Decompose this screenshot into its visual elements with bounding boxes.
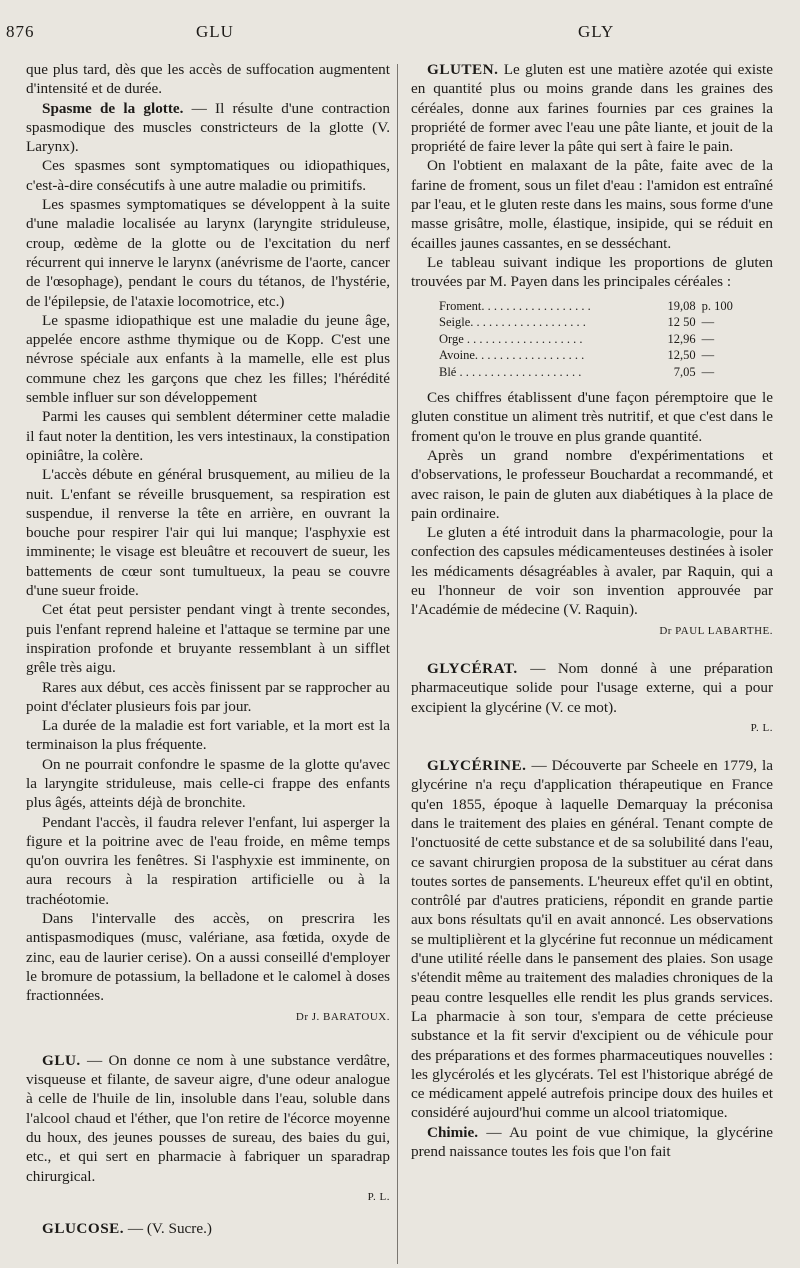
glycerine-entry xyxy=(411,756,773,1123)
paragraph: Le gluten a été introduit dans la pharmacologie, pour la confection des capsules médicamenteuses destinées à isoler les médicaments désagréables à avaler, par Raquin, qui a eu l'honneur de voir son invention approuvée par l'Académie de médecine (V. Raquin). xyxy=(411,524,773,619)
table-row xyxy=(439,347,749,364)
gluten-value: 12 50 xyxy=(667,315,696,330)
glycerat-entry xyxy=(411,659,773,717)
paragraph: On l'obtient en malaxant de la pâte, faite avec de la farine de froment, sous un filet d'eau : l'amidon est entraîné par l'eau, et le gluten reste dans les mains, sous forme d'une masse grisâtre, molle, élastique, insipide, qui se réduit en écailles jaunes cassantes, en se desséchant. xyxy=(411,157,773,252)
gluten-entry xyxy=(411,60,773,156)
subentry-body: — Au point de vue chimique, la glycérine prend naissance toutes les fois que l'on fait xyxy=(411,1123,773,1161)
gluten-table xyxy=(439,298,749,381)
unit: — xyxy=(701,364,715,379)
table-row xyxy=(439,298,749,315)
chimie-paragraph xyxy=(411,1123,773,1162)
unit: p. 100 xyxy=(701,298,733,313)
author-signature: P. L. xyxy=(367,1190,390,1203)
cereal-name: Froment. . . . . . . . . . . . . . . . . . xyxy=(439,298,591,313)
subentry-title: Spasme de la glotte. xyxy=(42,99,184,117)
paragraph: La durée de la maladie est fort variable, et la mort est la terminaison la plus fréquente. xyxy=(26,717,390,754)
paragraph: Parmi les causes qui semblent déterminer cette maladie il faut noter la dentition, les vers intestinaux, la constipation opiniâtre, la colère. xyxy=(26,408,390,464)
entry-body: Le gluten est une matière azotée qui existe en quantité plus ou moins grande dans les graines des céréales, donne aux farines fournies par ces graines la propriété de former avec l'eau une pâte liante, et jouit de la propriété de faire lever la pâte qui sert à faire le pain. xyxy=(411,61,773,156)
subentry-body: — Il résulte d'une contraction spasmodique des muscles constricteurs de la glotte (V. Larynx). xyxy=(26,99,390,156)
cereal-name: Blé . . . . . . . . . . . . . . . . . . . . xyxy=(439,364,582,379)
author-signature: Dr PAUL LABARTHE. xyxy=(659,624,773,637)
right-column xyxy=(411,60,773,1161)
paragraph: Dans l'intervalle des accès, on prescrira les antispasmodiques (musc, valériane, asa fœtida, oxyde de zinc, eau de laurier cerise). On a aussi conseillé d'employer le bromure de potassium, la belladone et le calomel à doses fractionnées. xyxy=(26,910,390,1005)
author-signature: Dr J. BARATOUX. xyxy=(295,1010,390,1023)
entry-title: GLUCOSE. xyxy=(42,1220,125,1238)
table-row xyxy=(439,314,749,331)
page-number: 876 xyxy=(6,22,35,41)
entry-body: — On donne ce nom à une substance verdâtre, visqueuse et filante, de saveur aigre, d'une odeur analogue à celle de l'huile de lin, insoluble dans l'eau, soluble dans l'alcool chaud et l'éther, que l'on retire de l'écorce moyenne du houx, des jeunes pousses de sureau, des baies du gui, etc., et qui sert en pharmacie à fabriquer un sparadrap chirurgical. xyxy=(26,1051,390,1185)
paragraph: Rares aux début, ces accès finissent par se rapprocher au point d'éclater plusieurs fois par jour. xyxy=(26,678,390,715)
paragraph: Le tableau suivant indique les proportions de gluten trouvées par M. Payen dans les principales céréales : xyxy=(411,253,773,291)
entry-title: GLUTEN. xyxy=(427,61,499,78)
glu-entry xyxy=(26,1051,390,1186)
cereal-name: Orge . . . . . . . . . . . . . . . . . . . xyxy=(439,331,583,346)
entry-title: GLYCÉRINE. xyxy=(427,757,527,775)
subentry-title: Chimie. xyxy=(427,1123,479,1141)
running-head-right: GLY xyxy=(578,22,615,41)
entry-title: GLYCÉRAT. xyxy=(427,659,518,677)
paragraph: Les spasmes symptomatiques se développent à la suite d'une maladie localisée au larynx (laryngite striduleuse, croup, œdème de la glotte ou de l'excitation du nerf récurrent qui innerve le larynx (anévrisme de l'aorte, cancer de l'œsophage), pendant le cours du tétanos, de l'hystérie, de l'épilepsie, de l'ataxie locomotrice, etc.) xyxy=(26,196,390,310)
glucose-entry xyxy=(26,1219,390,1238)
entry-title: GLU. xyxy=(42,1051,81,1069)
table-row xyxy=(439,331,749,348)
unit: — xyxy=(701,315,715,330)
paragraph: Après un grand nombre d'expérimentations et d'observations, le professeur Bouchardat a recommandé, et avec raison, le pain de gluten aux diabétiques à la place de pain ordinaire. xyxy=(411,446,773,522)
paragraph: On ne pourrait confondre le spasme de la glotte qu'avec la laryngite striduleuse, mais celle-ci frappe des enfants plus âgés, atteints déjà de bronchite. xyxy=(26,755,390,812)
paragraph: Pendant l'accès, il faudra relever l'enfant, lui asperger la figure et la poitrine avec de l'eau froide, en même temps qu'on ouvrira les fenêtres. Si l'asphyxie est imminente, on aura recours à la respiration artificielle ou à la trachéotomie. xyxy=(26,813,390,908)
spasme-paragraph xyxy=(26,99,390,157)
cereal-name: Avoine. . . . . . . . . . . . . . . . . . xyxy=(439,348,585,363)
cereal-name: Seigle. . . . . . . . . . . . . . . . . . . xyxy=(439,315,586,330)
author-signature: P. L. xyxy=(750,721,773,734)
table-row xyxy=(439,364,749,381)
paragraph: Ces spasmes sont symptomatiques ou idiopathiques, c'est-à-dire consécutifs à une autre maladie ou primitifs. xyxy=(26,157,390,194)
gluten-value: 12,50 xyxy=(667,348,696,363)
column-divider xyxy=(397,64,398,1264)
running-head-left: GLU xyxy=(196,22,234,41)
gluten-value: 19,08 xyxy=(667,298,696,313)
entry-body: — (V. Sucre.) xyxy=(124,1220,212,1238)
paragraph: Ces chiffres établissent d'une façon péremptoire que le gluten constitue un aliment très nutritif, et que c'est dans le froment qu'on le trouve en plus grande quantité. xyxy=(411,389,773,445)
unit: — xyxy=(701,331,715,346)
paragraph: L'accès débute en général brusquement, au milieu de la nuit. L'enfant se réveille brusquement, sa respiration est suspendue, il renverse la tête en arrière, en ouvrant la bouche pour respirer l'air qui lui manque; l'asphyxie est imminente; le visage est bleuâtre et recouvert de sueur, les battements de cœur sont tumultueux, la peau se couvre d'une sueur froide. xyxy=(26,466,390,600)
entry-body: — Nom donné à une préparation pharmaceutique solide pour l'usage externe, qui a pour excipient la glycérine (V. ce mot). xyxy=(411,659,773,716)
left-column xyxy=(26,60,390,1239)
gluten-value: 12,96 xyxy=(667,331,696,346)
gluten-value: 7,05 xyxy=(673,364,696,379)
paragraph: Cet état peut persister pendant vingt à trente secondes, puis l'enfant reprend haleine et l'attaque se termine par une inspiration profonde et bruyante ressemblant à un sifflet grêle très aigu. xyxy=(26,601,390,677)
paragraph: Le spasme idiopathique est une maladie du jeune âge, appelée encore asthme thymique ou de Kopp. C'est une névrose spéciale aux enfants à la mamelle, elle est plus commune chez les garçons que chez les filles; l'hérédité semble influer sur son développement xyxy=(26,311,390,407)
unit: — xyxy=(701,348,715,363)
entry-body: — Découverte par Scheele en 1779, la glycérine n'a reçu d'application thérapeutique en France qu'en 1855, époque à laquelle Demarquay la préconisa dans le traitement des plaies en général. Tenant compte de l'onctuosité de cette substance et de sa solubilité dans l'eau, ce savant chirurgien proposa de la substituer au cérat dans toutes sortes de pansements. L'heureux effet qu'il en obtint, contrôlé par d'autres praticiens, répondit en grande partie aux bons résultats qu'il en avait annoncé. Les observations se multiplièrent et la glycérine fut reconnue un médicament d'une utilité réelle dans le pansement des plaies. Son usage s'étendit même au traitement des maladies chroniques de la peau contre lesquelles elle rendit les plus grands services. La pharmacie à son tour, s'empara de cette précieuse substance et la fit servir d'excipient ou de véhicule pour des préparations et des formes pharmaceutiques nouvelles : les glycérolés et les glycérats. Tel est l'historique abrégé de ce médicament appelé autrefois principe doux des huiles et considéré aujourd'hui comme un alcool triatomique. xyxy=(411,757,773,1122)
paragraph: que plus tard, dès que les accès de suffocation augmentent d'intensité et de durée. xyxy=(26,61,390,98)
